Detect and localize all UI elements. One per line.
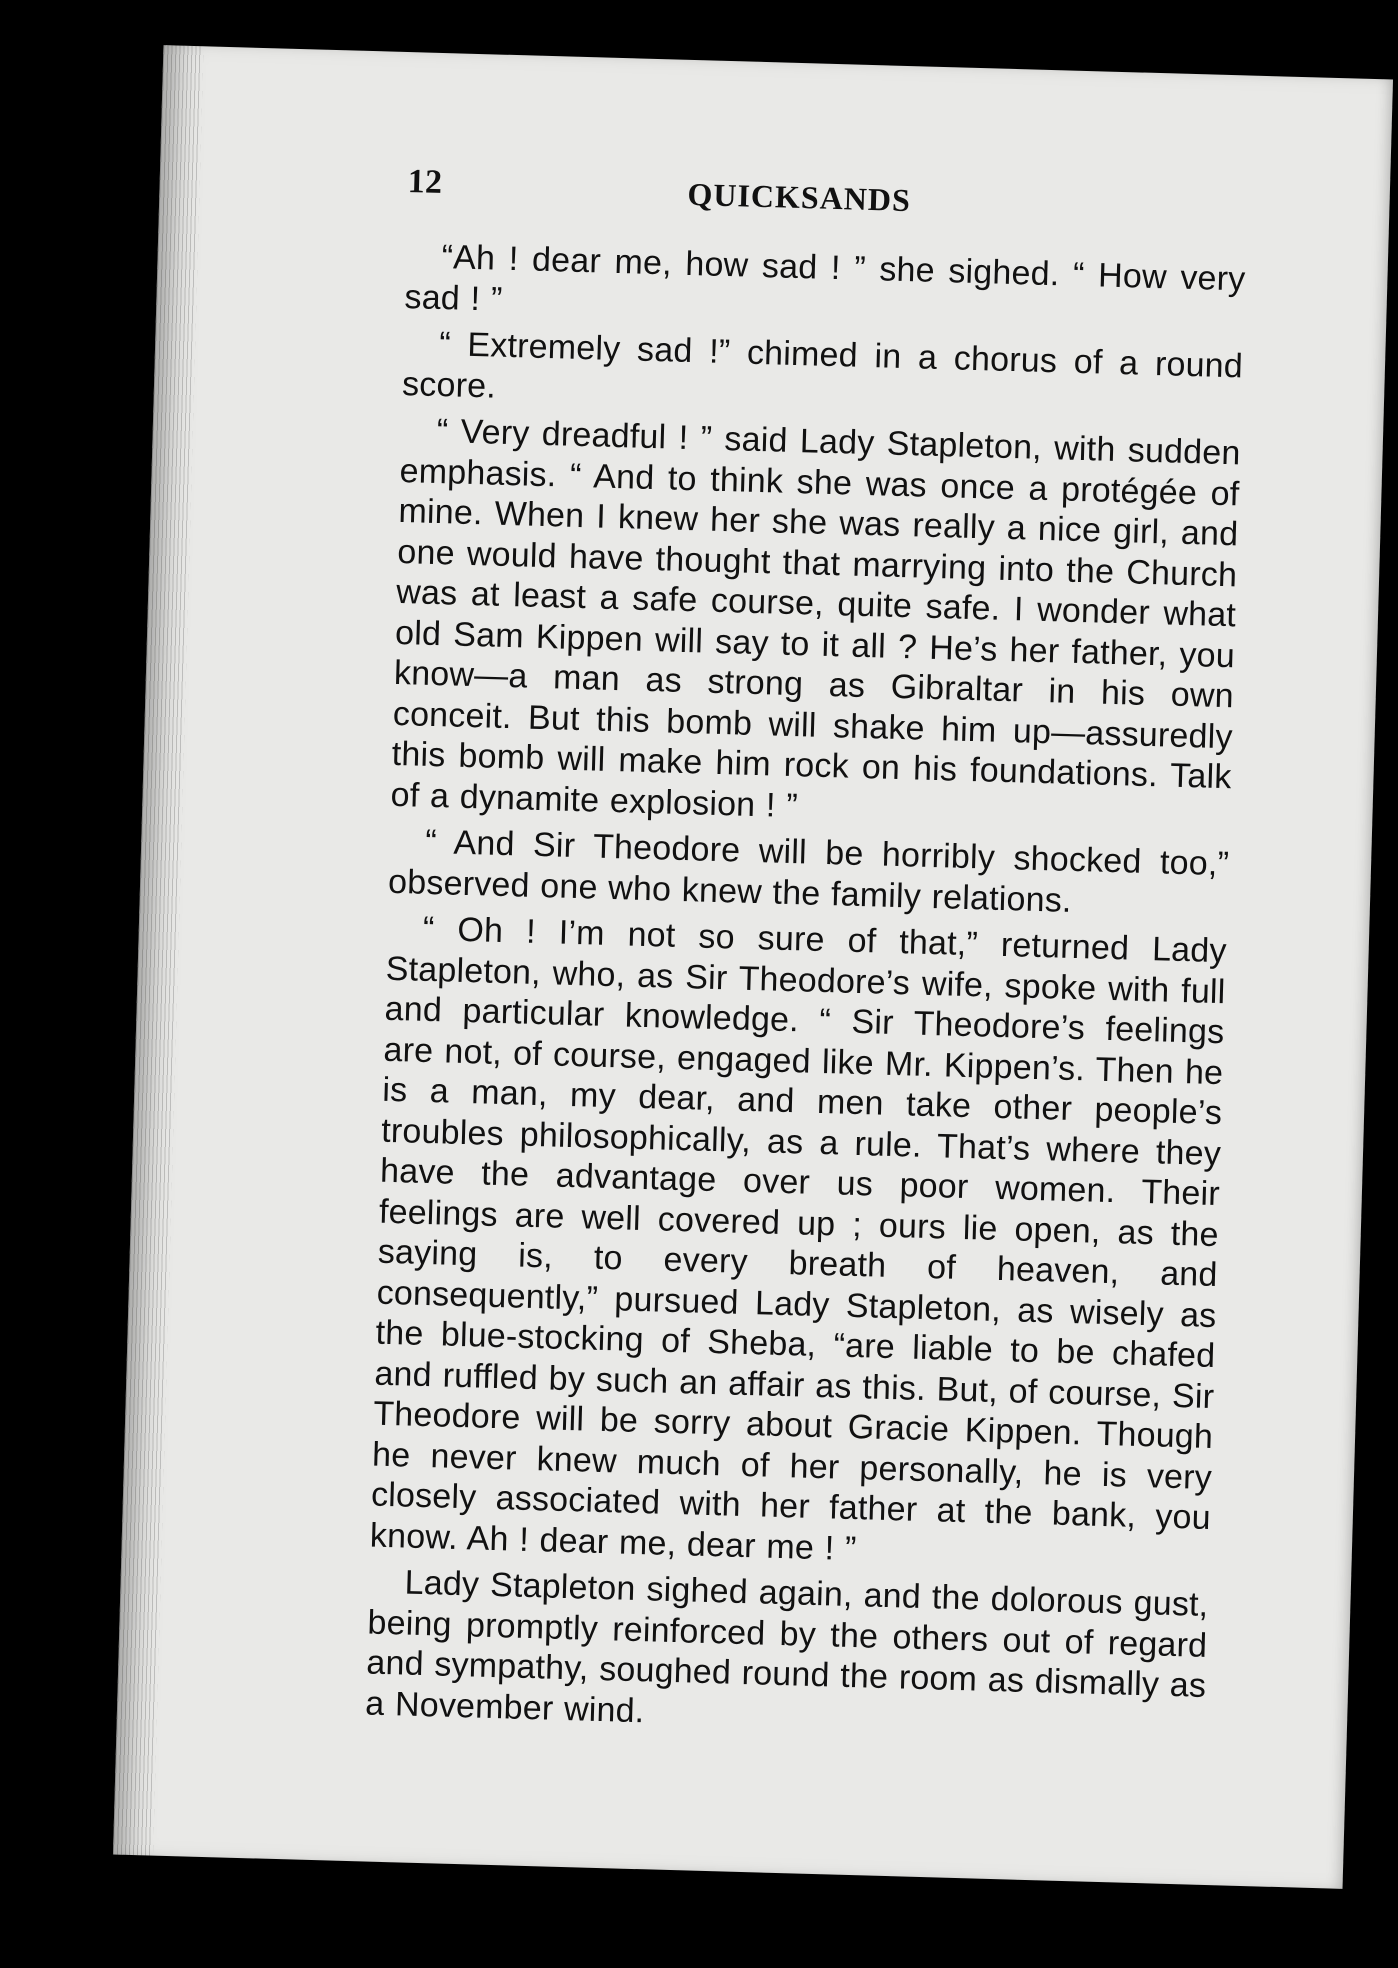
running-title: QUICKSANDS: [687, 175, 912, 219]
paragraph-1: “Ah ! dear me, how sad ! ” she sighed. “ How very sad ! ”: [404, 238, 1246, 319]
page-text-block: [365, 162, 1248, 1753]
book-page: [113, 45, 1393, 1889]
page-number: 12: [407, 163, 443, 202]
paragraph-4: “ And Sir Theodore will be horribly shocked too,” observed one who knew the family relations.: [387, 822, 1230, 920]
paragraph-2: “ Extremely sad !” chimed in a chorus of a round score.: [401, 325, 1244, 406]
page-header: [407, 162, 1248, 243]
paragraph-5: “ Oh ! I’m not so sure of that,” returned Lady Stapleton, who, as Sir Theodore’s wife, spoke with full and particular knowledge. “ Sir Theodore’s feelings are not, of course, engaged like Mr. Kippen’s. Then he is a man, my dear, and men take other people’s troubles philosophically, as a rule. That’s where they have the advantage over us poor women. Their feelings are well covered up ; ours lie open, as the saying is, to every breath of heaven, and consequently,” pursued Lady Stapleton, as wisely as the blue-stocking of Sheba, “are liable to be chafed and ruffled by such an affair as this. But, of course, Sir Theodore will be sorry about Gracie Kippen. Though he never knew much of her personally, he is very closely associated with her father at the bank, you know. Ah ! dear me, dear me ! ”: [369, 909, 1228, 1568]
paragraph-3: “ Very dreadful ! ” said Lady Stapleton, with sudden emphasis. “ And to think she was once a protégée of mine. When I knew her she was really a nice girl, and one would have thought that marrying into the Church was at least a safe course, quite safe. I wonder what old Sam Kippen will say to it all ? He’s her father, you know—a man as strong as Gibraltar in his own conceit. But this bomb will shake him up—assuredly this bomb will make him rock on his foundations. Talk of a dynamite explosion ! ”: [390, 411, 1242, 825]
paragraph-6: Lady Stapleton sighed again, and the dolorous gust, being promptly reinforced by the others out of regard and sympathy, soughed round the room as dismally as a November wind.: [364, 1563, 1209, 1730]
